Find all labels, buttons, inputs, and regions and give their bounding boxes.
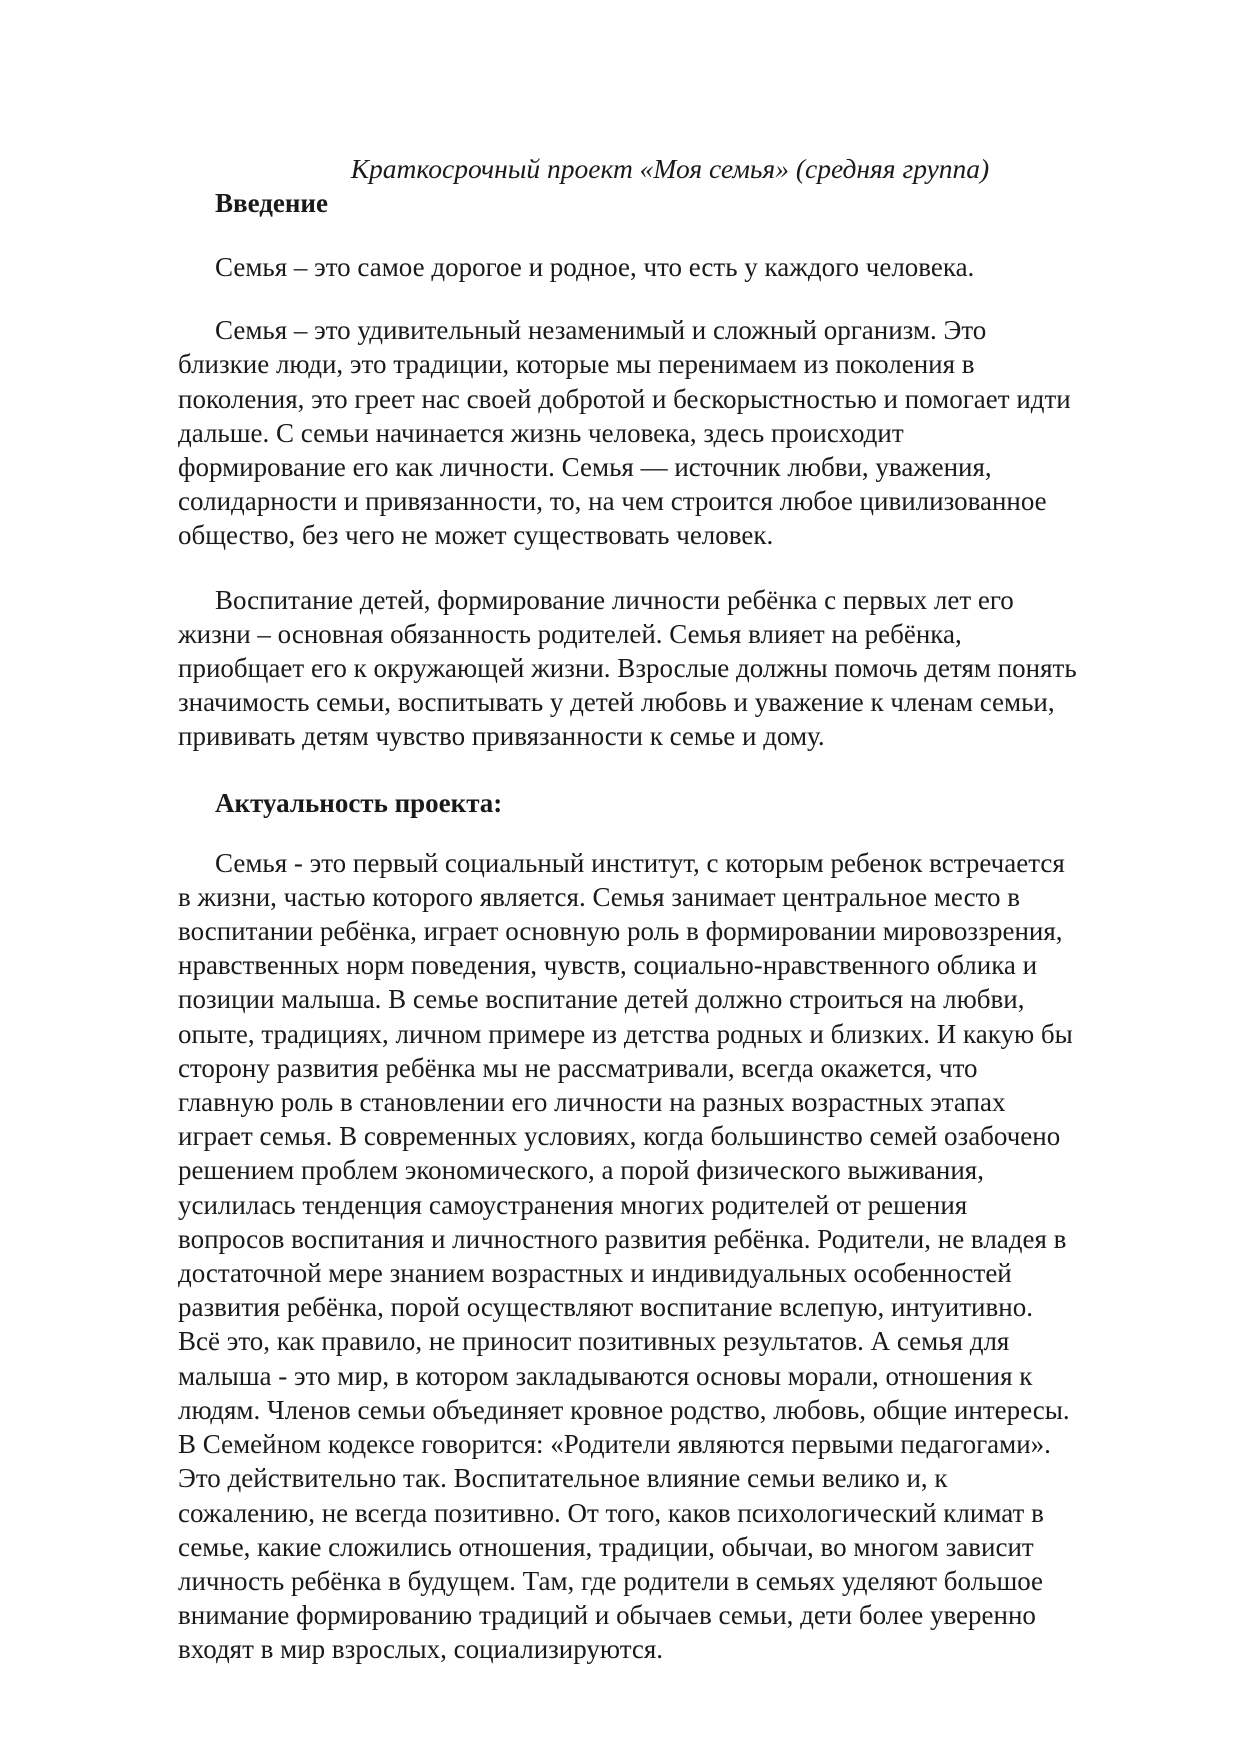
text-line: Всё это, как правило, не приносит позитивных результатов. А семья для <box>178 1326 1010 1357</box>
paragraph-intro-2 <box>178 313 1168 552</box>
text-line: Семья – это удивительный незаменимый и сложный организм. Это <box>215 315 987 346</box>
text-line: дальше. С семьи начинается жизнь человека, здесь происходит <box>178 417 904 448</box>
document-body <box>178 186 1168 1667</box>
text-line: решением проблем экономического, а порой физического выживания, <box>178 1155 984 1186</box>
paragraph-intro-1 <box>178 250 1168 284</box>
text-line: значимость семьи, воспитывать у детей любовь и уважение к членам семьи, <box>178 687 1055 718</box>
text-line: солидарности и привязанности, то, на чем строится любое цивилизованное <box>178 486 1047 517</box>
text-line: близкие люди, это традиции, которые мы перенимаем из поколения в <box>178 349 975 380</box>
text-line: в жизни, частью которого является. Семья занимает центральное место в <box>178 881 1021 912</box>
text-line: прививать детям чувство привязанности к семье и дому. <box>178 721 825 752</box>
text-line: Воспитание детей, формирование личности ребёнка с первых лет его <box>215 584 1014 615</box>
text-line: малыша - это мир, в котором закладываются основы морали, отношения к <box>178 1360 1033 1391</box>
text-line: опыте, традициях, личном примере из детства родных и близких. И какую бы <box>178 1018 1073 1049</box>
text-line: главную роль в становлении его личности на разных возрастных этапах <box>178 1087 1006 1118</box>
text-line: общество, без чего не может существовать человек. <box>178 520 774 551</box>
text-line: внимание формированию традиций и обычаев семьи, дети более уверенно <box>178 1600 1036 1631</box>
text-line: жизни – основная обязанность родителей. Семья влияет на ребёнка, <box>178 618 962 649</box>
text-line: семье, какие сложились отношения, традиции, обычаи, во многом зависит <box>178 1531 1034 1562</box>
text-line: входят в мир взрослых, социализируются. <box>178 1634 663 1665</box>
document-title: Краткосрочный проект «Моя семья» (средняя группа) <box>350 153 990 184</box>
paragraph-intro-3 <box>178 583 1168 754</box>
text-line: усилилась тенденция самоустранения многих родителей от решения <box>178 1189 968 1220</box>
text-line: сторону развития ребёнка мы не рассматривали, всегда окажется, что <box>178 1052 978 1083</box>
text-line: людям. Членов семьи объединяет кровное родство, любовь, общие интересы. <box>178 1394 1070 1425</box>
text-line: позиции малыша. В семье воспитание детей должно строиться на любви, <box>178 984 1025 1015</box>
heading-introduction: Введение <box>215 188 328 218</box>
text-line: В Семейном кодексе говорится: «Родители являются первыми педагогами». <box>178 1429 1051 1460</box>
text-line: формирование его как личности. Семья — источник любви, уважения, <box>178 452 992 483</box>
text-line: вопросов воспитания и личностного развития ребёнка. Родители, не владея в <box>178 1223 1067 1254</box>
text-line: развития ребёнка, порой осуществляют воспитание вслепую, интуитивно. <box>178 1292 1033 1323</box>
text-line: приобщает его к окружающей жизни. Взрослые должны помочь детям понять <box>178 653 1077 684</box>
text-line: достаточной мере знанием возрастных и индивидуальных особенностей <box>178 1258 1012 1289</box>
text-line: Семья - это первый социальный институт, с которым ребенок встречается <box>215 847 1065 878</box>
text-line: Семья – это самое дорогое и родное, что есть у каждого человека. <box>215 252 975 282</box>
text-line: Это действительно так. Воспитательное влияние семьи велико и, к <box>178 1463 948 1494</box>
text-line: сожалению, не всегда позитивно. От того, каков психологический климат в <box>178 1497 1044 1528</box>
text-line: поколения, это греет нас своей добротой и бескорыстностью и помогает идти <box>178 383 1071 414</box>
heading-relevance: Актуальность проекта: <box>215 787 503 818</box>
text-line: нравственных норм поведения, чувств, социально-нравственного облика и <box>178 950 1038 981</box>
paragraph-relevance <box>178 846 1168 1667</box>
text-line: воспитании ребёнка, играет основную роль в формировании мировоззрения, <box>178 916 1063 947</box>
text-line: личность ребёнка в будущем. Там, где родители в семьях уделяют большое <box>178 1565 1044 1596</box>
text-line: играет семья. В современных условиях, когда большинство семей озабочено <box>178 1121 1061 1152</box>
